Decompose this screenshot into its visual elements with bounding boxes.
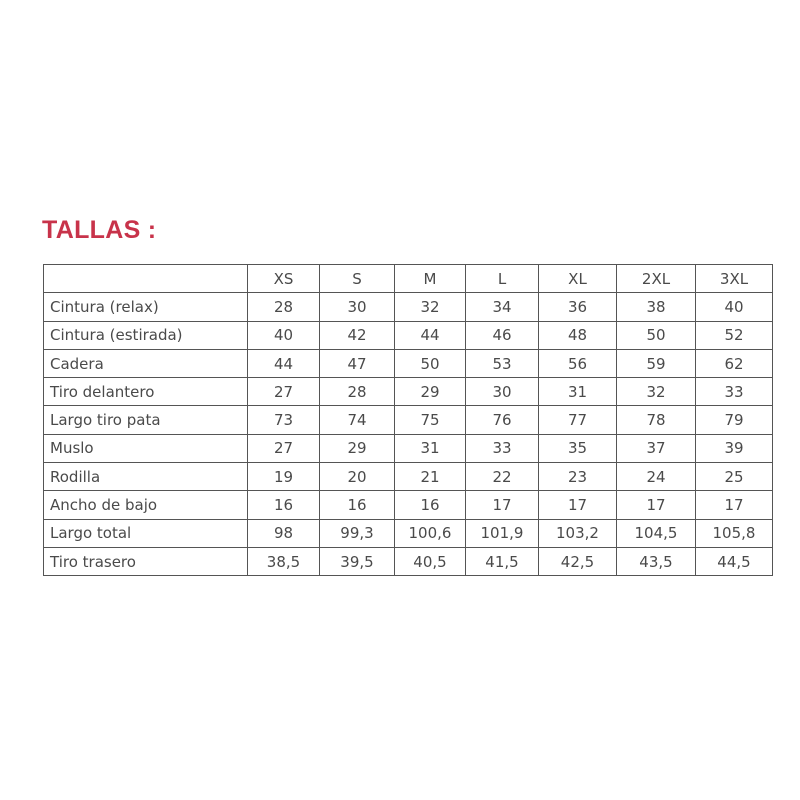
table-cell: 32 bbox=[617, 378, 696, 406]
table-cell: 99,3 bbox=[320, 519, 395, 547]
table-cell: 22 bbox=[466, 463, 539, 491]
table-cell: 35 bbox=[539, 434, 617, 462]
table-cell: 46 bbox=[466, 321, 539, 349]
row-label: Largo tiro pata bbox=[44, 406, 248, 434]
table-row bbox=[44, 349, 773, 377]
table-cell: 50 bbox=[617, 321, 696, 349]
table-row bbox=[44, 378, 773, 406]
table-cell: 74 bbox=[320, 406, 395, 434]
row-label: Cintura (estirada) bbox=[44, 321, 248, 349]
table-cell: 28 bbox=[248, 293, 320, 321]
table-row bbox=[44, 547, 773, 575]
table-cell: 59 bbox=[617, 349, 696, 377]
table-cell: 44,5 bbox=[696, 547, 773, 575]
column-header: 3XL bbox=[696, 265, 773, 293]
table-cell: 40,5 bbox=[395, 547, 466, 575]
table-cell: 98 bbox=[248, 519, 320, 547]
row-label: Muslo bbox=[44, 434, 248, 462]
table-cell: 30 bbox=[466, 378, 539, 406]
table-cell: 31 bbox=[395, 434, 466, 462]
table-cell: 42 bbox=[320, 321, 395, 349]
table-cell: 30 bbox=[320, 293, 395, 321]
table-cell: 29 bbox=[395, 378, 466, 406]
table-cell: 17 bbox=[539, 491, 617, 519]
table-cell: 31 bbox=[539, 378, 617, 406]
table-cell: 101,9 bbox=[466, 519, 539, 547]
table-cell: 105,8 bbox=[696, 519, 773, 547]
table-cell: 47 bbox=[320, 349, 395, 377]
table-cell: 38,5 bbox=[248, 547, 320, 575]
table-cell: 21 bbox=[395, 463, 466, 491]
table-row bbox=[44, 434, 773, 462]
table-cell: 37 bbox=[617, 434, 696, 462]
table-cell: 33 bbox=[466, 434, 539, 462]
table-row bbox=[44, 519, 773, 547]
table-cell: 73 bbox=[248, 406, 320, 434]
column-header: 2XL bbox=[617, 265, 696, 293]
table-cell: 52 bbox=[696, 321, 773, 349]
table-cell: 17 bbox=[617, 491, 696, 519]
table-cell: 77 bbox=[539, 406, 617, 434]
table-cell: 75 bbox=[395, 406, 466, 434]
table-cell: 20 bbox=[320, 463, 395, 491]
row-label: Ancho de bajo bbox=[44, 491, 248, 519]
table-cell: 62 bbox=[696, 349, 773, 377]
table-cell: 48 bbox=[539, 321, 617, 349]
table-cell: 28 bbox=[320, 378, 395, 406]
table-cell: 39,5 bbox=[320, 547, 395, 575]
table-cell: 44 bbox=[248, 349, 320, 377]
table-row bbox=[44, 406, 773, 434]
table-cell: 56 bbox=[539, 349, 617, 377]
table-body bbox=[44, 293, 773, 576]
table-cell: 53 bbox=[466, 349, 539, 377]
table-cell: 16 bbox=[395, 491, 466, 519]
table-cell: 42,5 bbox=[539, 547, 617, 575]
table-cell: 23 bbox=[539, 463, 617, 491]
table-cell: 25 bbox=[696, 463, 773, 491]
table-cell: 76 bbox=[466, 406, 539, 434]
table-cell: 104,5 bbox=[617, 519, 696, 547]
column-header: XS bbox=[248, 265, 320, 293]
table-cell: 16 bbox=[248, 491, 320, 519]
table-cell: 40 bbox=[248, 321, 320, 349]
table-row bbox=[44, 321, 773, 349]
table-cell: 78 bbox=[617, 406, 696, 434]
size-table bbox=[43, 264, 773, 576]
table-row bbox=[44, 491, 773, 519]
column-header: M bbox=[395, 265, 466, 293]
table-header-row bbox=[44, 265, 773, 293]
table-cell: 19 bbox=[248, 463, 320, 491]
table-cell: 103,2 bbox=[539, 519, 617, 547]
row-label: Tiro delantero bbox=[44, 378, 248, 406]
column-header: S bbox=[320, 265, 395, 293]
table-cell: 24 bbox=[617, 463, 696, 491]
page-title: TALLAS : bbox=[42, 216, 157, 244]
table-row bbox=[44, 293, 773, 321]
table-cell: 17 bbox=[466, 491, 539, 519]
table-cell: 34 bbox=[466, 293, 539, 321]
row-label: Cintura (relax) bbox=[44, 293, 248, 321]
table-cell: 40 bbox=[696, 293, 773, 321]
table-cell: 29 bbox=[320, 434, 395, 462]
table-cell: 43,5 bbox=[617, 547, 696, 575]
row-label: Tiro trasero bbox=[44, 547, 248, 575]
row-label: Largo total bbox=[44, 519, 248, 547]
table-cell: 27 bbox=[248, 378, 320, 406]
table-cell: 38 bbox=[617, 293, 696, 321]
table-row bbox=[44, 463, 773, 491]
table-cell: 100,6 bbox=[395, 519, 466, 547]
column-header: XL bbox=[539, 265, 617, 293]
table-cell: 27 bbox=[248, 434, 320, 462]
row-label: Rodilla bbox=[44, 463, 248, 491]
row-label: Cadera bbox=[44, 349, 248, 377]
table-cell: 39 bbox=[696, 434, 773, 462]
table-cell: 16 bbox=[320, 491, 395, 519]
table-cell: 41,5 bbox=[466, 547, 539, 575]
table-cell: 44 bbox=[395, 321, 466, 349]
table-cell: 17 bbox=[696, 491, 773, 519]
table-cell: 36 bbox=[539, 293, 617, 321]
corner-cell bbox=[44, 265, 248, 293]
column-header: L bbox=[466, 265, 539, 293]
table-cell: 50 bbox=[395, 349, 466, 377]
table-cell: 32 bbox=[395, 293, 466, 321]
table-cell: 79 bbox=[696, 406, 773, 434]
table-cell: 33 bbox=[696, 378, 773, 406]
